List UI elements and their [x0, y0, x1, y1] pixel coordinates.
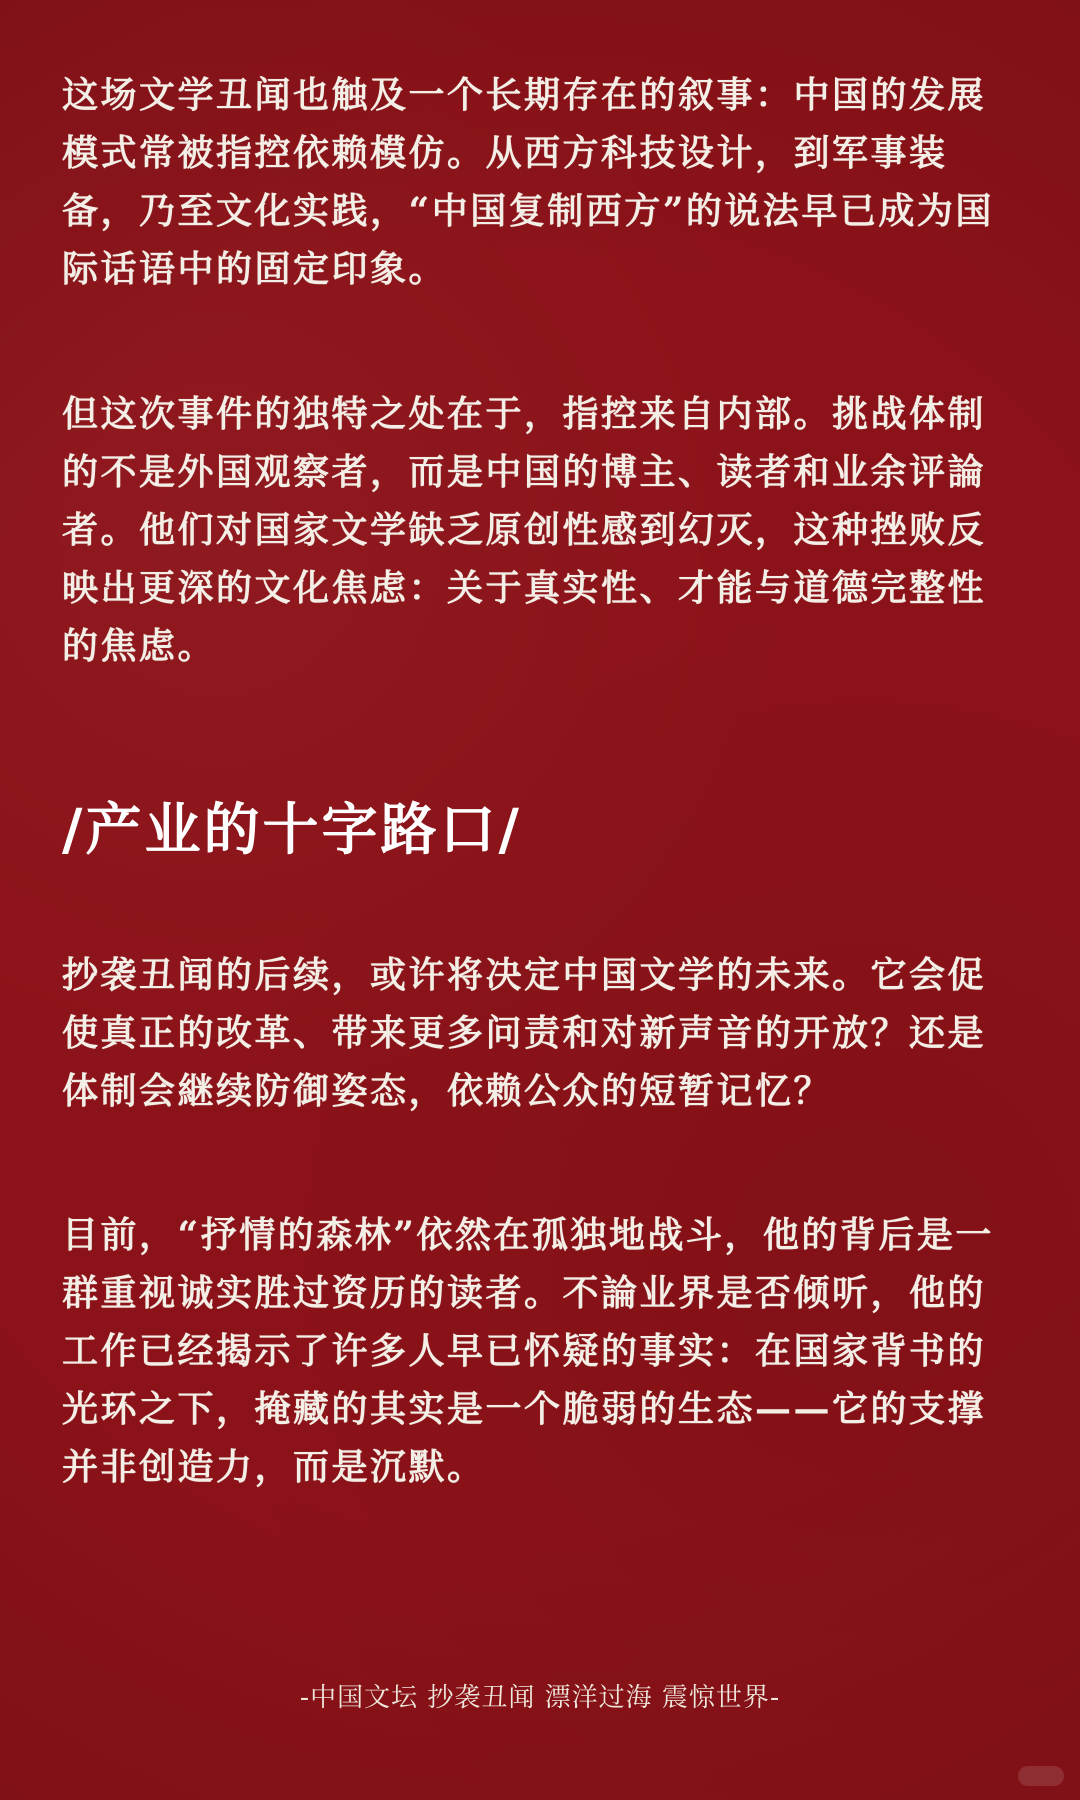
footer-tagline: -中国文坛 抄袭丑闻 漂洋过海 震惊世界- [299, 1683, 781, 1713]
section-heading: /产业的十字路口/ [62, 797, 522, 863]
article-paragraph-2: 但这次事件的独特之处在于，指控来自内部。挑战体制的不是外国观察者，而是中国的博主、读者和业余评論者。他们对国家文学缺乏原创性感到幻灭，这种挫败反映出更深的文化焦虑：关于真实性、才能与道德完整性的焦虑。 [62, 393, 987, 667]
article-paragraph-3: 抄袭丑闻的后续，或许将决定中国文学的未来。它会促使真正的改革、带来更多问责和对新声音的开放？还是体制会継续防御姿态，依赖公众的短暂记忆？ [62, 954, 987, 1112]
article-paragraph-1: 这场文学丑闻也触及一个长期存在的叙事：中国的发展模式常被指控依赖模仿。从西方科技设计，到军事装备，乃至文化实践，“中国复制西方”的说法早已成为国际话语中的固定印象。 [62, 74, 994, 290]
watermark-badge [1018, 1766, 1064, 1786]
article-paragraph-4: 目前，“抒情的森林”依然在孤独地战斗，他的背后是一群重视诚实胜过资历的读者。不論业界是否倾听，他的工作已经揭示了许多人早已怀疑的事实：在国家背书的光环之下，掩藏的其实是一个脆弱的生态——它的支撑并非创造力，而是沉默。 [62, 1214, 994, 1488]
